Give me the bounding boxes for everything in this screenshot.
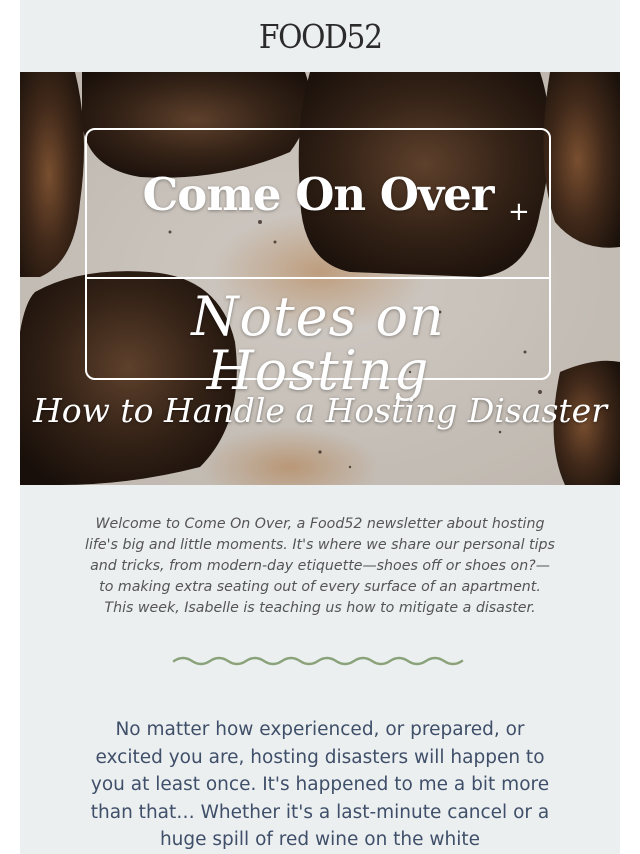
article-body: No matter how experienced, or prepared, or excited you are, hosting disasters will happen to you at least once. It's happened to me a bit more than that… Whether it's a last-minute cancel or a huge spill of red wine on the white: [90, 719, 550, 850]
sparkle-icon: +: [508, 197, 530, 227]
hero-overlay: [20, 72, 620, 485]
newsletter-email: [20, 0, 620, 854]
hero-title: Come On Over: [142, 168, 494, 221]
hero-banner[interactable]: [20, 72, 620, 485]
hero-frame-divider: [85, 277, 551, 279]
food52-logo[interactable]: FOOD52: [258, 16, 382, 56]
hero-subtitle: Notes on Hosting: [191, 285, 445, 402]
hero-tagline: How to Handle a Hosting Disaster: [33, 391, 607, 430]
intro-paragraph: Welcome to Come On Over, a Food52 newsletter about hosting life's big and little moments. It's where we share our personal tips and tricks, from modern-day etiquette—shoes off or shoes on?—to making extra seating out of every surface of an apartment. This week, Isabelle is teaching us how to mitigate a disaster.: [85, 516, 555, 616]
masthead: [20, 0, 620, 72]
wavy-divider: [172, 654, 468, 668]
